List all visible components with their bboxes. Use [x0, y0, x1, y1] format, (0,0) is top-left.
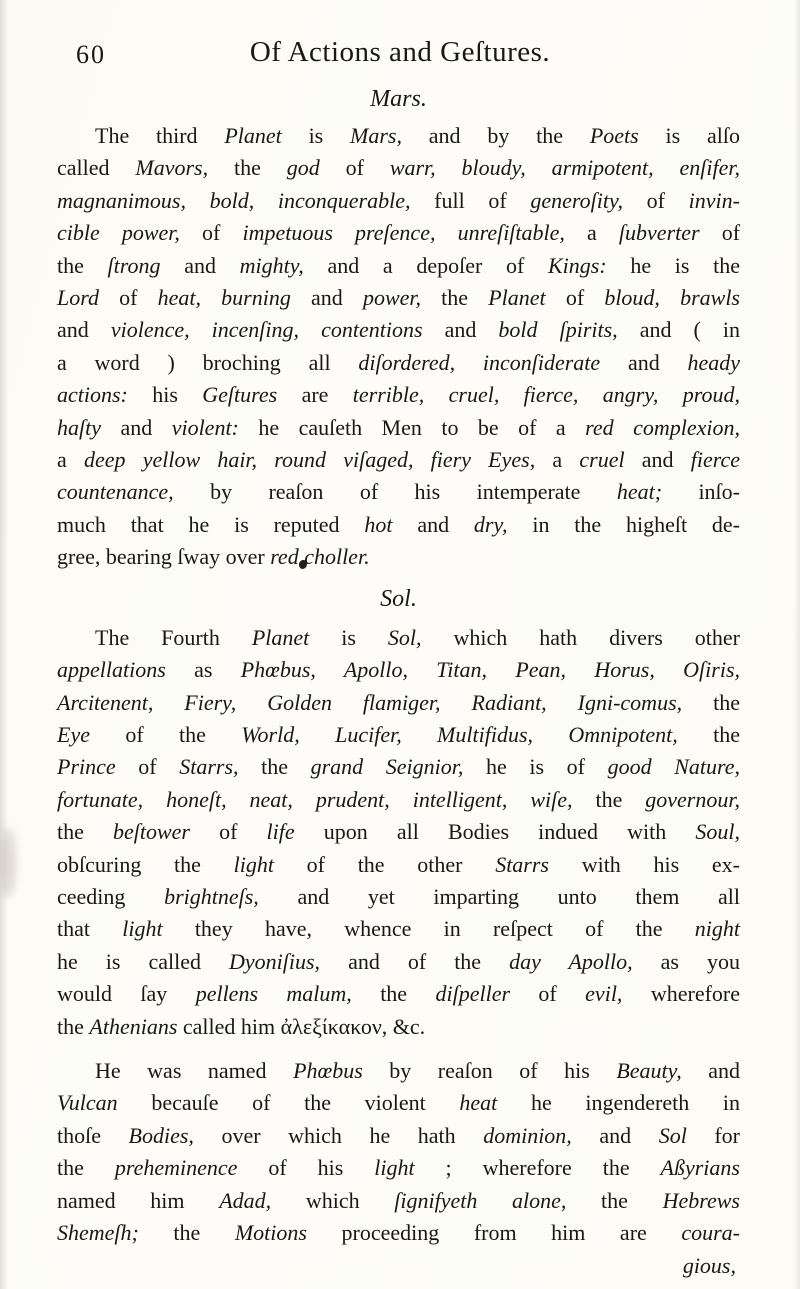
roman-text: wherefore: [622, 981, 740, 1007]
roman-text: of: [510, 981, 586, 1007]
italic-text: life: [266, 819, 295, 845]
text-line: [57, 1011, 740, 1043]
italic-text: violent:: [171, 414, 239, 440]
roman-text: and: [422, 317, 499, 343]
italic-text: Poets: [589, 123, 639, 148]
roman-text: full of: [410, 187, 531, 213]
italic-text: Soul,: [695, 819, 740, 845]
italic-text: ſtrong: [107, 252, 161, 278]
italic-text: grand Seignior,: [310, 754, 464, 780]
text-line: [57, 1120, 740, 1152]
italic-text: fierce: [690, 447, 741, 473]
roman-text: as you: [632, 948, 740, 974]
roman-text: of the: [89, 721, 242, 747]
italic-text: Starrs: [495, 851, 549, 877]
text-line: [57, 784, 740, 816]
italic-text: Planet: [488, 285, 546, 311]
roman-text: and ( in: [617, 317, 741, 343]
paragraph: [57, 120, 740, 574]
roman-text: of his: [237, 1155, 375, 1181]
italic-text: light: [122, 916, 163, 942]
italic-text: night: [694, 916, 740, 942]
paragraph: [57, 622, 740, 1043]
roman-text: of: [319, 155, 390, 181]
italic-text: brightneſs,: [164, 883, 259, 909]
italic-text: magnanimous, bold, inconquerable,: [57, 187, 411, 213]
italic-text: Arcitenent, Fiery, Golden flamiger, Radiant, Igni-comus,: [57, 689, 683, 715]
italic-text: fortunate, honeſt, neat, prudent, intelligent, wiſe,: [57, 786, 573, 812]
italic-text: Vulcan: [57, 1090, 118, 1116]
roman-text: as: [165, 657, 241, 683]
roman-text: inſo-: [662, 479, 740, 505]
roman-text: by reaſon of his: [362, 1057, 617, 1083]
roman-text: The Fourth: [95, 624, 252, 650]
italic-text: Motions: [234, 1220, 307, 1245]
roman-text: named him: [57, 1187, 220, 1213]
roman-text: which: [271, 1187, 395, 1213]
italic-text: good Nature,: [607, 754, 740, 780]
roman-text: is alſo: [638, 123, 740, 148]
text-line: [57, 412, 740, 444]
text-line: [57, 654, 740, 686]
text-line: [57, 946, 740, 978]
italic-text: terrible, cruel, fierce, angry, proud,: [352, 382, 740, 408]
italic-text: light: [233, 851, 274, 877]
italic-text: countenance,: [57, 479, 174, 505]
text-line: [57, 152, 740, 184]
text-line: [57, 509, 740, 541]
italic-text: power,: [362, 285, 422, 311]
text-line: [57, 881, 740, 913]
text-line: [57, 1055, 740, 1087]
roman-text: ; wherefore the: [414, 1155, 661, 1181]
section-heading-mars: Mars.: [370, 86, 427, 112]
italic-text: generoſity,: [530, 187, 623, 213]
italic-text: Geſtures: [202, 382, 278, 408]
roman-text: thoſe: [57, 1122, 129, 1148]
italic-text: beſtower: [112, 819, 190, 845]
italic-text: cruel: [579, 447, 625, 473]
italic-text: cible power,: [57, 220, 180, 246]
italic-text: coura-: [681, 1220, 740, 1245]
italic-text: heady: [687, 349, 741, 375]
roman-text: that: [57, 916, 123, 942]
roman-text: he is of: [463, 754, 608, 780]
roman-text: becauſe of the violent: [117, 1090, 460, 1116]
roman-text: much that he is reputed: [57, 511, 365, 537]
text-line: [57, 687, 740, 719]
text-line: [57, 120, 740, 152]
italic-text: Beauty,: [616, 1057, 682, 1083]
roman-text: in the higheſt de-: [507, 511, 740, 537]
roman-text: called: [57, 155, 136, 181]
italic-text: Athenians: [89, 1013, 178, 1039]
italic-text: mighty,: [239, 252, 304, 278]
italic-text: actions:: [57, 382, 128, 408]
roman-text: the: [57, 1155, 115, 1181]
roman-text: of: [98, 285, 158, 311]
roman-text: which hath divers other: [421, 624, 740, 650]
italic-text: Adad,: [219, 1187, 272, 1213]
italic-text: Mavors,: [135, 155, 209, 181]
text-line: [57, 250, 740, 282]
italic-text: Planet: [251, 624, 310, 650]
roman-text: and: [57, 317, 111, 343]
italic-text: heat, burning: [157, 285, 291, 311]
roman-text: over which he hath: [193, 1122, 484, 1148]
roman-text: The third: [95, 123, 225, 148]
italic-text: dominion,: [483, 1122, 572, 1148]
italic-text: Hebrews: [662, 1187, 740, 1213]
roman-text: is: [281, 123, 351, 148]
italic-text: heat;: [616, 479, 663, 505]
roman-text: the: [421, 285, 489, 311]
catchword: gious,: [682, 1253, 736, 1279]
roman-text: are: [277, 382, 353, 408]
italic-text: evil,: [585, 981, 623, 1007]
italic-text: Dyoniſius,: [229, 948, 321, 974]
roman-text: of the other: [273, 851, 496, 877]
roman-text: the: [238, 754, 311, 780]
text-line: [57, 622, 740, 654]
text-line: [57, 1185, 740, 1217]
italic-text: Mars,: [350, 123, 402, 148]
italic-text: day Apollo,: [509, 948, 633, 974]
italic-text: dry,: [473, 511, 508, 537]
italic-text: Aßyrians: [660, 1155, 740, 1181]
italic-text: bloud, brawls: [604, 285, 740, 311]
italic-text: warr, bloudy, armipotent, enſifer,: [389, 155, 740, 181]
italic-text: Phœbus, Apollo, Titan, Pean, Horus, Oſiris,: [240, 657, 741, 683]
roman-text: he ingendereth in: [497, 1090, 740, 1116]
text-line: [57, 913, 740, 945]
italic-text: haſty: [57, 414, 101, 440]
scan-smudge: [0, 828, 16, 898]
roman-text: for: [686, 1122, 741, 1148]
italic-text: impetuous preſence, unreſiſtable,: [242, 220, 565, 246]
roman-text: of: [545, 285, 605, 311]
text-line: [57, 1217, 740, 1249]
italic-text: deep yellow hair, round viſaged, fiery Eyes,: [83, 447, 536, 473]
roman-text: and: [290, 285, 363, 311]
text-line: [57, 347, 740, 379]
text-line: [57, 217, 740, 249]
italic-text: Sol,: [387, 624, 422, 650]
text-line: [57, 541, 740, 573]
roman-text: and: [101, 414, 172, 440]
text-line: [57, 476, 740, 508]
text-line: [57, 1152, 740, 1184]
italic-text: ſignifyeth alone,: [394, 1187, 567, 1213]
text-line: [57, 978, 740, 1010]
roman-text: gree, bearing ſway over: [57, 544, 271, 570]
roman-text: is: [309, 624, 388, 650]
text-line: [57, 444, 740, 476]
roman-text: proceeding from him are: [306, 1220, 682, 1245]
roman-text: he is the: [606, 252, 740, 278]
text-line: [57, 185, 740, 217]
roman-text: a: [535, 447, 580, 473]
roman-text: of: [179, 220, 243, 246]
roman-text: and yet imparting unto them all: [258, 883, 740, 909]
italic-text: Kings:: [547, 252, 607, 278]
roman-text: and: [624, 447, 691, 473]
text-line: [57, 719, 740, 751]
italic-text: Bodies,: [128, 1122, 194, 1148]
roman-text: the: [682, 689, 740, 715]
italic-text: red complexion,: [585, 414, 741, 440]
italic-text: preheminence: [114, 1155, 238, 1181]
italic-text: Lord: [57, 285, 99, 311]
roman-text: and: [571, 1122, 659, 1148]
italic-text: light: [374, 1155, 415, 1181]
roman-text: and: [160, 252, 240, 278]
text-line: [57, 282, 740, 314]
roman-text: the: [57, 1013, 90, 1039]
roman-text: of: [699, 220, 741, 246]
roman-text: would ſay: [57, 981, 196, 1007]
italic-text: invin-: [688, 187, 740, 213]
roman-text: the: [351, 981, 436, 1007]
italic-text: Eye: [57, 721, 90, 747]
roman-text: He was named: [95, 1057, 294, 1083]
scan-edge-shadow-right: [794, 0, 800, 1289]
running-title: Of Actions and Geſtures.: [249, 36, 551, 68]
roman-text: ceeding: [57, 883, 165, 909]
roman-text: obſcuring the: [57, 851, 234, 877]
italic-text: diſordered, inconſiderate: [358, 349, 601, 375]
roman-text: the: [138, 1220, 235, 1245]
roman-text: by reaſon of his intemperate: [173, 479, 617, 505]
roman-text: and by the: [402, 123, 590, 148]
italic-text: governour,: [645, 786, 740, 812]
roman-text: of: [115, 754, 180, 780]
roman-text: a word ) broching all: [57, 349, 359, 375]
italic-text: red choller.: [270, 544, 370, 570]
italic-text: bold ſpirits,: [498, 317, 618, 343]
text-line: [57, 751, 740, 783]
roman-text: his: [127, 382, 203, 408]
italic-text: god: [286, 155, 320, 181]
italic-text: ſubverter: [618, 220, 700, 246]
paragraph: [57, 1055, 740, 1249]
italic-text: diſpeller: [435, 981, 511, 1007]
italic-text: appellations: [57, 657, 166, 683]
roman-text: with his ex-: [548, 851, 740, 877]
italic-text: Starrs,: [179, 754, 239, 780]
roman-text: they have, whence in reſpect of the: [162, 916, 695, 942]
italic-text: Prince: [57, 754, 116, 780]
roman-text: the: [208, 155, 287, 181]
italic-text: Shemeſh;: [57, 1220, 139, 1245]
italic-text: pellens malum,: [195, 981, 352, 1007]
italic-text: Phœbus: [293, 1057, 363, 1083]
roman-text: a: [564, 220, 619, 246]
text-line: [57, 816, 740, 848]
italic-text: violence, incenſing, contentions: [110, 317, 423, 343]
roman-text: the: [566, 1187, 663, 1213]
roman-text: and: [681, 1057, 741, 1083]
roman-text: he cauſeth Men to be of a: [238, 414, 586, 440]
roman-text: called him ἀλεξίκακον, &c.: [177, 1013, 426, 1039]
italic-text: Sol: [658, 1122, 687, 1148]
italic-text: Planet: [224, 123, 282, 148]
section-heading-sol: Sol.: [380, 585, 417, 612]
text-line: [57, 314, 740, 346]
italic-text: heat: [459, 1090, 498, 1116]
roman-text: and: [392, 511, 474, 537]
roman-text: and a depoſer of: [303, 252, 548, 278]
roman-text: the: [57, 819, 113, 845]
roman-text: the: [57, 252, 108, 278]
text-line: [57, 1087, 740, 1119]
text-line: [57, 379, 740, 411]
roman-text: he is called: [57, 948, 229, 974]
roman-text: the: [677, 721, 740, 747]
text-line: [57, 849, 740, 881]
roman-text: upon all Bodies indued with: [294, 819, 696, 845]
roman-text: and of the: [320, 948, 510, 974]
italic-text: hot: [364, 511, 393, 537]
italic-text: World, Lucifer, Multifidus, Omnipotent,: [241, 721, 678, 747]
roman-text: of: [623, 187, 689, 213]
scan-edge-shadow-left: [0, 0, 8, 1289]
text-block: [57, 84, 740, 1281]
page-number: 60: [76, 40, 106, 69]
roman-text: the: [572, 786, 646, 812]
roman-text: of: [189, 819, 267, 845]
roman-text: a: [57, 447, 84, 473]
roman-text: and: [600, 349, 688, 375]
